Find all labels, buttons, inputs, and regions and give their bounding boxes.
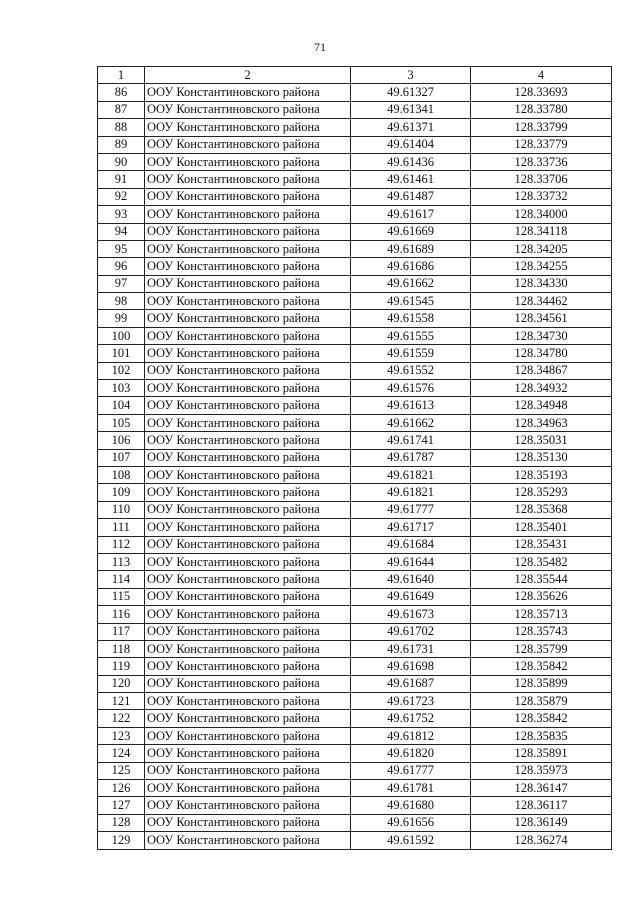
table-row (98, 745, 612, 762)
table-row (98, 397, 612, 414)
latitude-cell: 49.61656 (351, 814, 471, 831)
longitude-cell: 128.34000 (471, 206, 612, 223)
latitude-cell: 49.61777 (351, 762, 471, 779)
latitude-cell: 49.61669 (351, 223, 471, 240)
table-row (98, 606, 612, 623)
table-row (98, 310, 612, 327)
object-name-cell: ООУ Константиновского района (145, 258, 351, 275)
table-row (98, 223, 612, 240)
row-number-cell: 86 (98, 84, 145, 101)
object-name-cell: ООУ Константиновского района (145, 553, 351, 570)
row-number-cell: 93 (98, 206, 145, 223)
table-row (98, 449, 612, 466)
longitude-cell: 128.33799 (471, 119, 612, 136)
header-row (98, 67, 612, 84)
object-name-cell: ООУ Константиновского района (145, 293, 351, 310)
latitude-cell: 49.61404 (351, 136, 471, 153)
object-name-cell: ООУ Константиновского района (145, 380, 351, 397)
row-number-cell: 103 (98, 380, 145, 397)
row-number-cell: 98 (98, 293, 145, 310)
longitude-cell: 128.34118 (471, 223, 612, 240)
object-name-cell: ООУ Константиновского района (145, 501, 351, 518)
latitude-cell: 49.61812 (351, 727, 471, 744)
table-row (98, 623, 612, 640)
object-name-cell: ООУ Константиновского района (145, 206, 351, 223)
latitude-cell: 49.61662 (351, 414, 471, 431)
longitude-cell: 128.34255 (471, 258, 612, 275)
row-number-cell: 120 (98, 675, 145, 692)
table-row (98, 258, 612, 275)
longitude-cell: 128.35842 (471, 710, 612, 727)
row-number-cell: 92 (98, 188, 145, 205)
table-row (98, 206, 612, 223)
table-row (98, 640, 612, 657)
longitude-cell: 128.34330 (471, 275, 612, 292)
latitude-cell: 49.61552 (351, 362, 471, 379)
object-name-cell: ООУ Константиновского района (145, 588, 351, 605)
longitude-cell: 128.33780 (471, 101, 612, 118)
latitude-cell: 49.61717 (351, 519, 471, 536)
row-number-cell: 101 (98, 345, 145, 362)
latitude-cell: 49.61741 (351, 432, 471, 449)
row-number-cell: 125 (98, 762, 145, 779)
object-name-cell: ООУ Константиновского района (145, 536, 351, 553)
table-row (98, 553, 612, 570)
object-name-cell: ООУ Константиновского района (145, 310, 351, 327)
table-row (98, 293, 612, 310)
object-name-cell: ООУ Константиновского района (145, 414, 351, 431)
object-name-cell: ООУ Константиновского района (145, 327, 351, 344)
longitude-cell: 128.34867 (471, 362, 612, 379)
longitude-cell: 128.33779 (471, 136, 612, 153)
longitude-cell: 128.36149 (471, 814, 612, 831)
row-number-cell: 124 (98, 745, 145, 762)
table-row (98, 136, 612, 153)
latitude-cell: 49.61559 (351, 345, 471, 362)
row-number-cell: 129 (98, 832, 145, 849)
row-number-cell: 96 (98, 258, 145, 275)
table-header (98, 67, 612, 84)
object-name-cell: ООУ Константиновского района (145, 519, 351, 536)
row-number-cell: 115 (98, 588, 145, 605)
table-row (98, 536, 612, 553)
column-header-1: 1 (98, 67, 145, 84)
longitude-cell: 128.35879 (471, 693, 612, 710)
row-number-cell: 105 (98, 414, 145, 431)
table-row (98, 571, 612, 588)
table-row (98, 327, 612, 344)
longitude-cell: 128.36274 (471, 832, 612, 849)
object-name-cell: ООУ Константиновского района (145, 101, 351, 118)
row-number-cell: 88 (98, 119, 145, 136)
latitude-cell: 49.61617 (351, 206, 471, 223)
object-name-cell: ООУ Константиновского района (145, 432, 351, 449)
row-number-cell: 113 (98, 553, 145, 570)
column-header-3: 3 (351, 67, 471, 84)
latitude-cell: 49.61545 (351, 293, 471, 310)
longitude-cell: 128.35899 (471, 675, 612, 692)
latitude-cell: 49.61327 (351, 84, 471, 101)
longitude-cell: 128.35401 (471, 519, 612, 536)
row-number-cell: 102 (98, 362, 145, 379)
longitude-cell: 128.34462 (471, 293, 612, 310)
object-name-cell: ООУ Константиновского района (145, 606, 351, 623)
object-name-cell: ООУ Константиновского района (145, 136, 351, 153)
longitude-cell: 128.34730 (471, 327, 612, 344)
longitude-cell: 128.34561 (471, 310, 612, 327)
row-number-cell: 110 (98, 501, 145, 518)
longitude-cell: 128.34780 (471, 345, 612, 362)
column-header-2: 2 (145, 67, 351, 84)
latitude-cell: 49.61461 (351, 171, 471, 188)
longitude-cell: 128.35743 (471, 623, 612, 640)
latitude-cell: 49.61436 (351, 153, 471, 170)
table-row (98, 84, 612, 101)
row-number-cell: 116 (98, 606, 145, 623)
longitude-cell: 128.35973 (471, 762, 612, 779)
longitude-cell: 128.34948 (471, 397, 612, 414)
row-number-cell: 119 (98, 658, 145, 675)
table-row (98, 240, 612, 257)
latitude-cell: 49.61723 (351, 693, 471, 710)
row-number-cell: 104 (98, 397, 145, 414)
object-name-cell: ООУ Константиновского района (145, 640, 351, 657)
object-name-cell: ООУ Константиновского района (145, 832, 351, 849)
row-number-cell: 128 (98, 814, 145, 831)
latitude-cell: 49.61341 (351, 101, 471, 118)
row-number-cell: 97 (98, 275, 145, 292)
row-number-cell: 99 (98, 310, 145, 327)
table-body (98, 84, 612, 849)
longitude-cell: 128.33693 (471, 84, 612, 101)
table-row (98, 797, 612, 814)
row-number-cell: 123 (98, 727, 145, 744)
object-name-cell: ООУ Константиновского района (145, 275, 351, 292)
row-number-cell: 121 (98, 693, 145, 710)
row-number-cell: 118 (98, 640, 145, 657)
table-row (98, 780, 612, 797)
object-name-cell: ООУ Константиновского района (145, 745, 351, 762)
table-row (98, 153, 612, 170)
row-number-cell: 108 (98, 466, 145, 483)
longitude-cell: 128.35626 (471, 588, 612, 605)
object-name-cell: ООУ Константиновского района (145, 223, 351, 240)
latitude-cell: 49.61555 (351, 327, 471, 344)
row-number-cell: 126 (98, 780, 145, 797)
latitude-cell: 49.61777 (351, 501, 471, 518)
object-name-cell: ООУ Константиновского района (145, 675, 351, 692)
longitude-cell: 128.34963 (471, 414, 612, 431)
row-number-cell: 111 (98, 519, 145, 536)
longitude-cell: 128.35368 (471, 501, 612, 518)
table-row (98, 693, 612, 710)
longitude-cell: 128.35891 (471, 745, 612, 762)
object-name-cell: ООУ Константиновского района (145, 188, 351, 205)
table-row (98, 832, 612, 849)
longitude-cell: 128.35799 (471, 640, 612, 657)
object-name-cell: ООУ Константиновского района (145, 240, 351, 257)
table-row (98, 814, 612, 831)
row-number-cell: 94 (98, 223, 145, 240)
latitude-cell: 49.61781 (351, 780, 471, 797)
object-name-cell: ООУ Константиновского района (145, 484, 351, 501)
row-number-cell: 89 (98, 136, 145, 153)
row-number-cell: 106 (98, 432, 145, 449)
latitude-cell: 49.61689 (351, 240, 471, 257)
row-number-cell: 95 (98, 240, 145, 257)
latitude-cell: 49.61821 (351, 484, 471, 501)
object-name-cell: ООУ Константиновского района (145, 153, 351, 170)
latitude-cell: 49.61684 (351, 536, 471, 553)
longitude-cell: 128.33706 (471, 171, 612, 188)
row-number-cell: 91 (98, 171, 145, 188)
row-number-cell: 114 (98, 571, 145, 588)
object-name-cell: ООУ Константиновского района (145, 623, 351, 640)
object-name-cell: ООУ Константиновского района (145, 362, 351, 379)
object-name-cell: ООУ Константиновского района (145, 658, 351, 675)
table-row (98, 188, 612, 205)
object-name-cell: ООУ Константиновского района (145, 449, 351, 466)
object-name-cell: ООУ Константиновского района (145, 466, 351, 483)
longitude-cell: 128.34932 (471, 380, 612, 397)
row-number-cell: 127 (98, 797, 145, 814)
longitude-cell: 128.35031 (471, 432, 612, 449)
longitude-cell: 128.35482 (471, 553, 612, 570)
longitude-cell: 128.35713 (471, 606, 612, 623)
latitude-cell: 49.61673 (351, 606, 471, 623)
object-name-cell: ООУ Константиновского района (145, 171, 351, 188)
longitude-cell: 128.35130 (471, 449, 612, 466)
table-row (98, 588, 612, 605)
table-row (98, 466, 612, 483)
longitude-cell: 128.35842 (471, 658, 612, 675)
object-name-cell: ООУ Константиновского района (145, 797, 351, 814)
object-name-cell: ООУ Константиновского района (145, 727, 351, 744)
table-row (98, 119, 612, 136)
object-name-cell: ООУ Константиновского района (145, 119, 351, 136)
object-name-cell: ООУ Константиновского района (145, 345, 351, 362)
object-name-cell: ООУ Константиновского района (145, 693, 351, 710)
object-name-cell: ООУ Константиновского района (145, 780, 351, 797)
longitude-cell: 128.36147 (471, 780, 612, 797)
object-name-cell: ООУ Константиновского района (145, 84, 351, 101)
table-row (98, 710, 612, 727)
row-number-cell: 122 (98, 710, 145, 727)
row-number-cell: 117 (98, 623, 145, 640)
table-row (98, 171, 612, 188)
latitude-cell: 49.61613 (351, 397, 471, 414)
row-number-cell: 107 (98, 449, 145, 466)
table-row (98, 414, 612, 431)
row-number-cell: 109 (98, 484, 145, 501)
table-row (98, 658, 612, 675)
row-number-cell: 100 (98, 327, 145, 344)
latitude-cell: 49.61687 (351, 675, 471, 692)
latitude-cell: 49.61821 (351, 466, 471, 483)
table-row (98, 101, 612, 118)
table-row (98, 484, 612, 501)
table-row (98, 501, 612, 518)
table-row (98, 380, 612, 397)
table-row (98, 727, 612, 744)
object-name-cell: ООУ Константиновского района (145, 397, 351, 414)
latitude-cell: 49.61698 (351, 658, 471, 675)
longitude-cell: 128.33732 (471, 188, 612, 205)
longitude-cell: 128.35193 (471, 466, 612, 483)
object-name-cell: ООУ Константиновского района (145, 571, 351, 588)
table-row (98, 432, 612, 449)
longitude-cell: 128.36117 (471, 797, 612, 814)
page-number: 71 (314, 40, 326, 54)
table-row (98, 762, 612, 779)
latitude-cell: 49.61576 (351, 380, 471, 397)
latitude-cell: 49.61731 (351, 640, 471, 657)
longitude-cell: 128.35544 (471, 571, 612, 588)
object-name-cell: ООУ Константиновского района (145, 814, 351, 831)
longitude-cell: 128.33736 (471, 153, 612, 170)
latitude-cell: 49.61702 (351, 623, 471, 640)
latitude-cell: 49.61686 (351, 258, 471, 275)
latitude-cell: 49.61680 (351, 797, 471, 814)
latitude-cell: 49.61558 (351, 310, 471, 327)
longitude-cell: 128.34205 (471, 240, 612, 257)
table-row (98, 275, 612, 292)
latitude-cell: 49.61787 (351, 449, 471, 466)
latitude-cell: 49.61644 (351, 553, 471, 570)
latitude-cell: 49.61592 (351, 832, 471, 849)
table-row (98, 675, 612, 692)
object-name-cell: ООУ Константиновского района (145, 762, 351, 779)
table-row (98, 362, 612, 379)
row-number-cell: 90 (98, 153, 145, 170)
object-name-cell: ООУ Константиновского района (145, 710, 351, 727)
longitude-cell: 128.35431 (471, 536, 612, 553)
longitude-cell: 128.35293 (471, 484, 612, 501)
latitude-cell: 49.61371 (351, 119, 471, 136)
latitude-cell: 49.61820 (351, 745, 471, 762)
latitude-cell: 49.61487 (351, 188, 471, 205)
column-header-4: 4 (471, 67, 612, 84)
table-row (98, 345, 612, 362)
latitude-cell: 49.61640 (351, 571, 471, 588)
table-row (98, 519, 612, 536)
coordinates-table (97, 66, 612, 850)
latitude-cell: 49.61752 (351, 710, 471, 727)
latitude-cell: 49.61662 (351, 275, 471, 292)
longitude-cell: 128.35835 (471, 727, 612, 744)
row-number-cell: 112 (98, 536, 145, 553)
latitude-cell: 49.61649 (351, 588, 471, 605)
row-number-cell: 87 (98, 101, 145, 118)
